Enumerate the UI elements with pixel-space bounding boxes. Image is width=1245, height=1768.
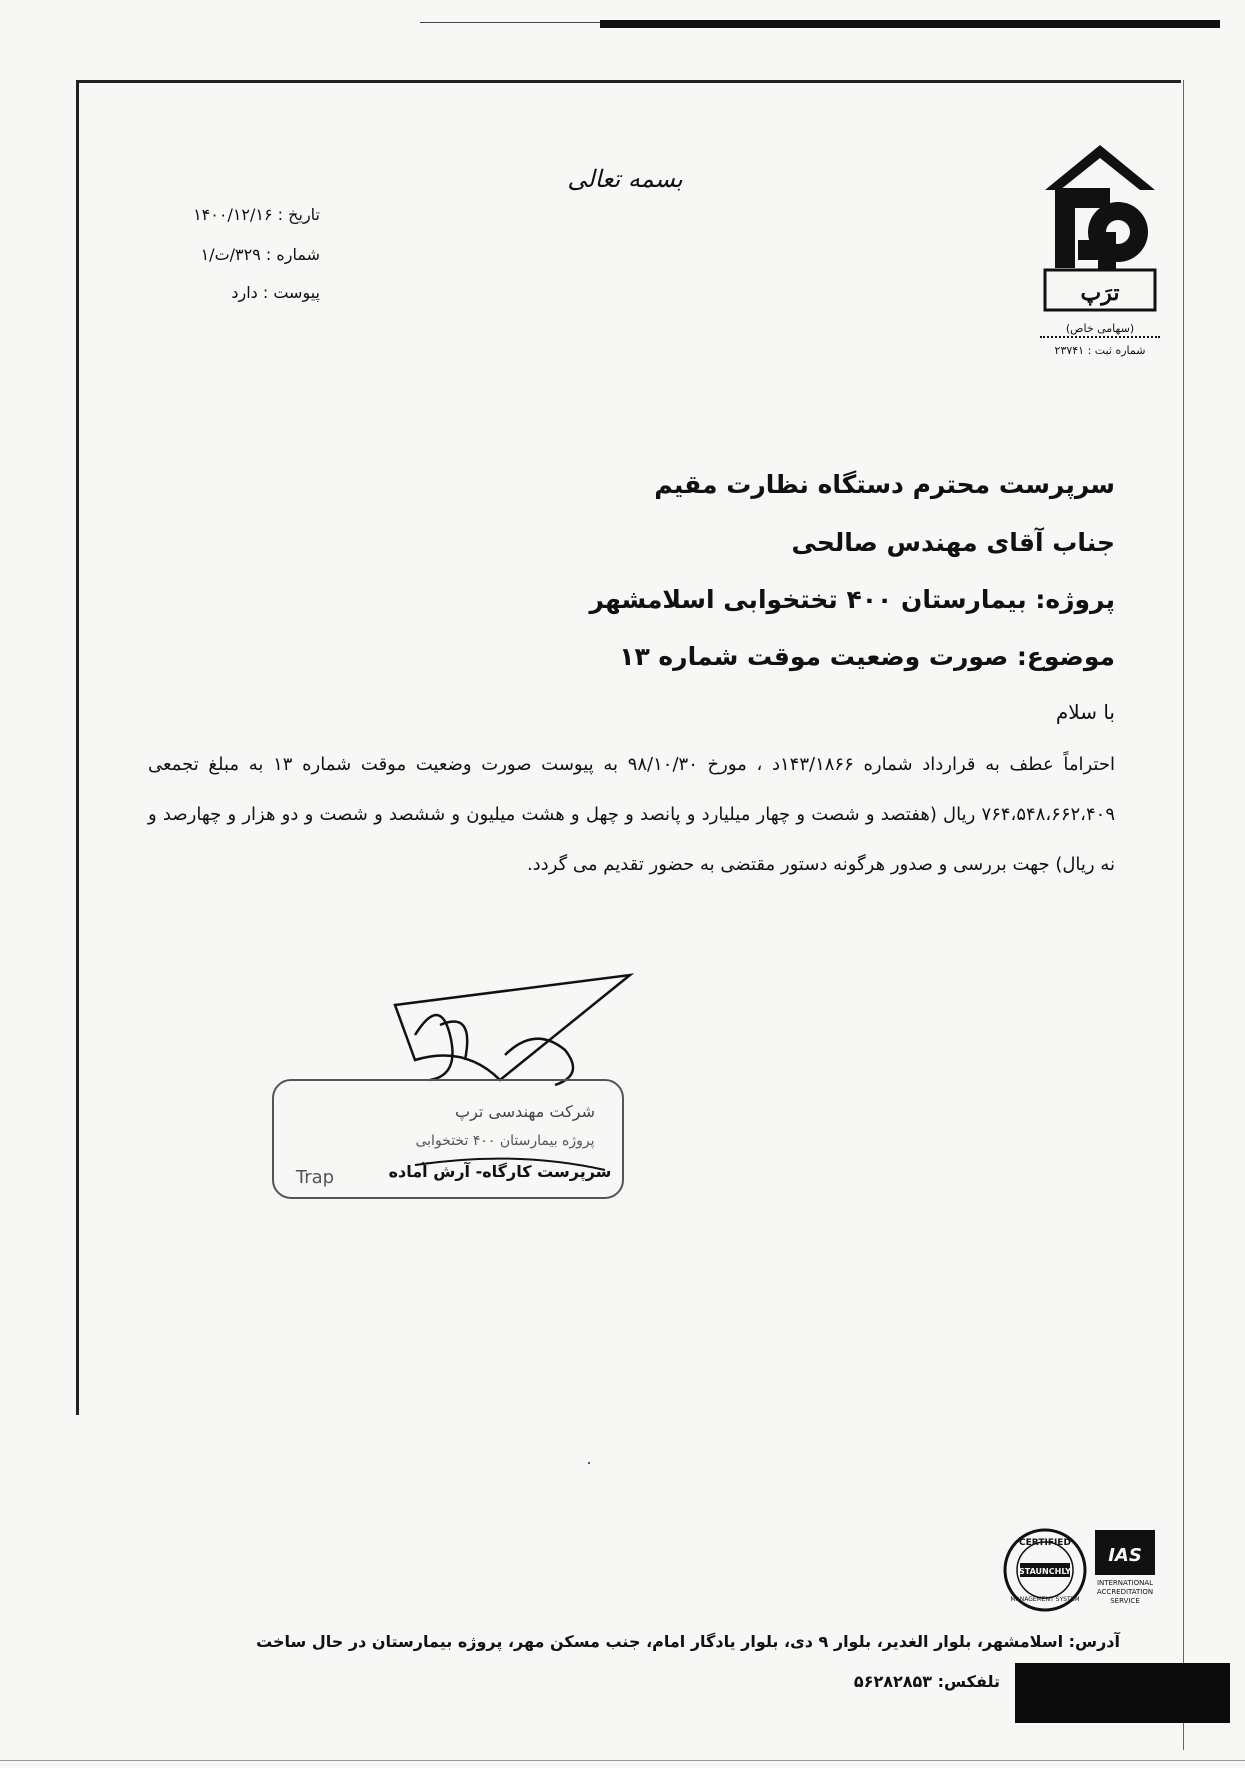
company-type: (سهامی خاص) — [1065, 322, 1135, 335]
ias-line2: ACCREDITATION — [1096, 1588, 1154, 1596]
footer-address: آدرس: اسلامشهر، بلوار الغدیر، بلوار ۹ دی، بلوار یادگار امام، جنب مسکن مهر، پروژه بیمارستان در حال ساخت — [256, 1632, 1120, 1651]
letter-date: تاریخ : ۱۴۰۰/۱۲/۱۶ — [193, 205, 320, 224]
recipient-title: سرپرست محترم دستگاه نظارت مقیم — [654, 470, 1115, 499]
top-scan-line — [420, 22, 600, 23]
logo-wordmark: ترَپ — [1080, 280, 1120, 306]
subject-line: موضوع: صورت وضعیت موقت شماره ۱۳ — [619, 642, 1115, 671]
certified-ring: MANAGEMENT SYSTEM — [1010, 1596, 1080, 1603]
footer-phone: تلفکس: ۵۶۲۸۲۸۵۳ — [853, 1672, 1000, 1691]
basmala-heading: بسمه تعالی — [567, 165, 683, 193]
greeting: با سلام — [1055, 700, 1115, 724]
stamp-latin: Trap — [295, 1167, 335, 1188]
certification-badges — [1000, 1525, 1185, 1615]
certified-label: CERTIFIED — [1019, 1538, 1071, 1548]
ias-line1: INTERNATIONAL — [1096, 1579, 1154, 1587]
signature-stamp — [265, 965, 645, 1230]
certified-brand: STAUNCHLY — [1019, 1567, 1071, 1576]
letter-attachment: پیوست : دارد — [231, 283, 320, 302]
ias-line3: SERVICE — [1110, 1597, 1140, 1605]
letter-body: احتراماً عطف به قرارداد شماره ۱۴۳/۱۸۶۶د ، مورخ ۹۸/۱۰/۳۰ به پیوست صورت وضعیت موقت شماره ۱۳ به مبلغ تجمعی ۷۶۴،۵۴۸،۶۶۲،۴۰۹ ریال (هفتصد و شصت و چهار میلیارد و پانصد و چهل و هشت میلیون و ششصد و شصت و دو هزار و چهارصد و نه ریال) جهت بررسی و صدور هرگونه دستور مقتضی به حضور تقدیم می گردد. — [148, 754, 1115, 875]
page-border-top — [76, 80, 1181, 83]
stamp-line1: شرکت مهندسی ترپ — [455, 1102, 595, 1121]
stamp-line2: پروژه بیمارستان ۴۰۰ تختخوابی — [415, 1133, 595, 1149]
scan-speck — [588, 1462, 590, 1464]
stamp-line3: سرپرست کارگاه- آرش آماده — [388, 1162, 612, 1181]
logo-dotted-line — [1040, 336, 1160, 338]
letter-number: شماره : ۳۲۹/ت/۱ — [200, 245, 320, 264]
page-border-bottom — [0, 1760, 1245, 1761]
top-scan-bar — [600, 20, 1220, 28]
redaction-block — [1015, 1663, 1230, 1723]
registration-number: شماره ثبت : ۲۳۷۴۱ — [1054, 344, 1146, 357]
project-line: پروژه: بیمارستان ۴۰۰ تختخوابی اسلامشهر — [589, 585, 1115, 614]
page-border-right — [1183, 80, 1184, 1750]
svg-text:IAS: IAS — [1108, 1545, 1142, 1566]
recipient-name: جناب آقای مهندس صالحی — [791, 528, 1115, 557]
page-border-left — [76, 80, 79, 1415]
